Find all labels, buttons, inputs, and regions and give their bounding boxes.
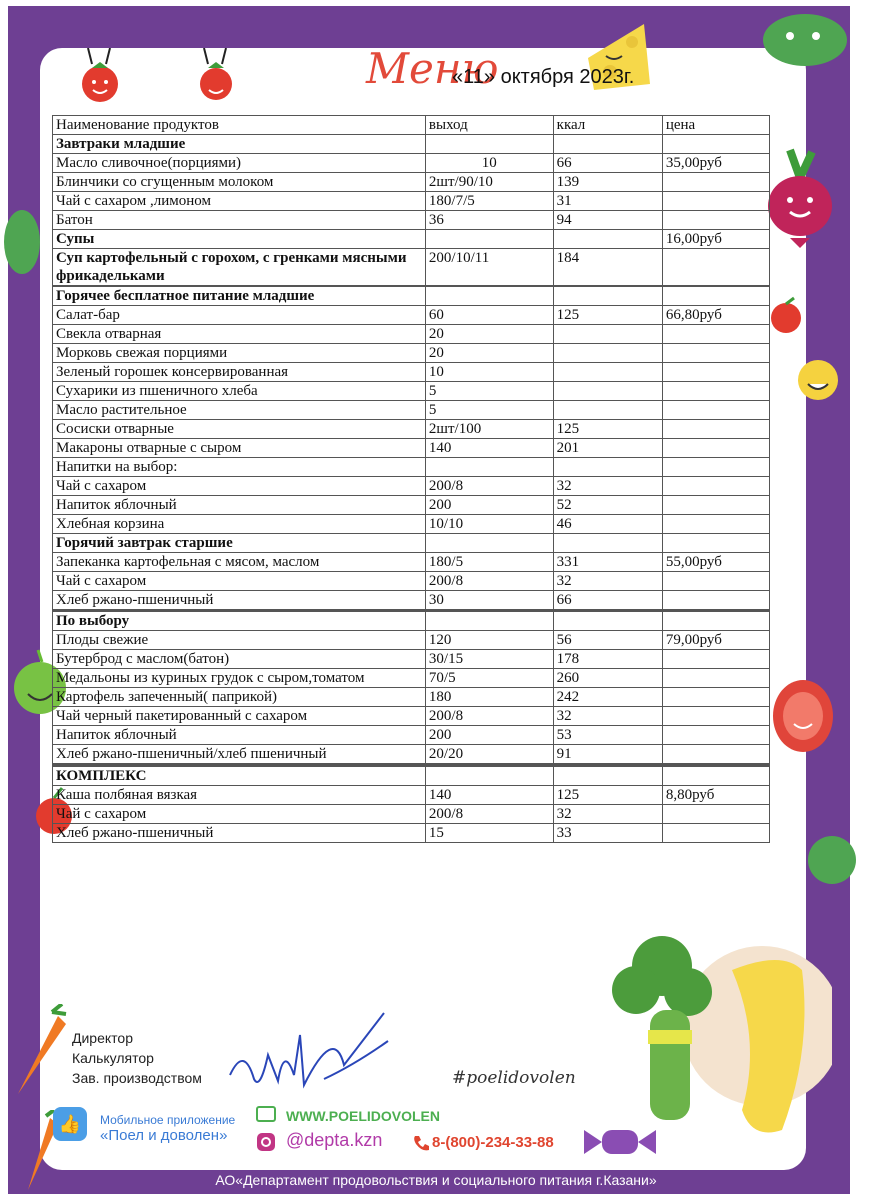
- item-kcal: 66: [553, 591, 662, 610]
- item-kcal: 184: [553, 249, 662, 286]
- signature-director: Директор: [72, 1030, 133, 1046]
- item-output: 180: [425, 688, 553, 707]
- item-name: Картофель запеченный( паприкой): [53, 688, 426, 707]
- item-price: [662, 211, 769, 230]
- item-kcal: 31: [553, 192, 662, 211]
- cherry-icon: [768, 296, 808, 336]
- signature-production: Зав. производством: [72, 1070, 202, 1086]
- item-price: [662, 458, 769, 477]
- item-output: 200/8: [425, 477, 553, 496]
- item-kcal: [553, 458, 662, 477]
- item-price: [662, 192, 769, 211]
- carrot-character-icon: [12, 1004, 70, 1096]
- item-name: Суп картофельный с горохом, с гренками мясными фрикадельками: [53, 249, 426, 286]
- item-kcal: 52: [553, 496, 662, 515]
- item-kcal: [553, 287, 662, 306]
- section-row: [53, 612, 770, 631]
- table-row: [53, 192, 770, 211]
- item-name: Горячий завтрак старшие: [53, 534, 426, 553]
- table-row: [53, 344, 770, 363]
- lettuce-icon: [4, 204, 44, 278]
- instagram-icon: [256, 1132, 276, 1152]
- app-name: «Поел и доволен»: [100, 1127, 228, 1144]
- item-name: Чай с сахаром: [53, 572, 426, 591]
- section-row: [53, 230, 770, 249]
- table-row: [53, 173, 770, 192]
- item-output: 200/8: [425, 572, 553, 591]
- item-price: [662, 726, 769, 745]
- item-price: [662, 650, 769, 669]
- item-price: [662, 669, 769, 688]
- meat-character-icon: [770, 676, 836, 756]
- signature-icon: [224, 1005, 394, 1101]
- tomato-character-icon: [196, 48, 236, 114]
- item-output: 200: [425, 726, 553, 745]
- table-row: [53, 496, 770, 515]
- item-price: [662, 173, 769, 192]
- item-output: [425, 767, 553, 786]
- item-name: Зеленый горошек консервированная: [53, 363, 426, 382]
- item-kcal: 125: [553, 306, 662, 325]
- item-name: Чай с сахаром ,лимоном: [53, 192, 426, 211]
- item-output: 5: [425, 382, 553, 401]
- table-row: [53, 631, 770, 650]
- item-output: 60: [425, 306, 553, 325]
- item-kcal: 201: [553, 439, 662, 458]
- item-output: 30: [425, 591, 553, 610]
- item-output: 10: [425, 154, 553, 173]
- item-name: Плоды свежие: [53, 631, 426, 650]
- candy-icon: [580, 1120, 660, 1164]
- item-name: Масло сливочное(порциями): [53, 154, 426, 173]
- item-name: Супы: [53, 230, 426, 249]
- item-name: Каша полбяная вязкая: [53, 786, 426, 805]
- item-price: [662, 572, 769, 591]
- item-price: [662, 745, 769, 764]
- item-output: 20: [425, 344, 553, 363]
- item-name: Хлеб ржано-пшеничный: [53, 824, 426, 843]
- item-price: [662, 420, 769, 439]
- item-output: 120: [425, 631, 553, 650]
- item-price: 55,00руб: [662, 553, 769, 572]
- item-output: 5: [425, 401, 553, 420]
- phone-icon: [412, 1134, 430, 1152]
- smiley-icon: [796, 358, 840, 402]
- item-name: Хлебная корзина: [53, 515, 426, 534]
- item-kcal: [553, 382, 662, 401]
- item-price: 35,00руб: [662, 154, 769, 173]
- item-output: 180/5: [425, 553, 553, 572]
- item-kcal: 178: [553, 650, 662, 669]
- page-title: Меню: [366, 44, 499, 93]
- item-name: КОМПЛЕКС: [53, 767, 426, 786]
- item-output: 15: [425, 824, 553, 843]
- item-price: [662, 515, 769, 534]
- item-kcal: 33: [553, 824, 662, 843]
- item-price: [662, 325, 769, 344]
- item-price: [662, 805, 769, 824]
- item-kcal: 32: [553, 477, 662, 496]
- item-kcal: [553, 344, 662, 363]
- item-name: Хлеб ржано-пшеничный/хлеб пшеничный: [53, 745, 426, 764]
- item-output: 200/8: [425, 707, 553, 726]
- item-output: [425, 135, 553, 154]
- table-row: [53, 458, 770, 477]
- item-output: 2шт/90/10: [425, 173, 553, 192]
- table-row: [53, 824, 770, 843]
- item-kcal: [553, 363, 662, 382]
- item-output: 180/7/5: [425, 192, 553, 211]
- item-kcal: 32: [553, 805, 662, 824]
- item-output: 30/15: [425, 650, 553, 669]
- table-row: [53, 669, 770, 688]
- item-output: 20/20: [425, 745, 553, 764]
- item-kcal: [553, 325, 662, 344]
- thumbs-up-icon: 👍: [53, 1107, 87, 1141]
- item-kcal: [553, 135, 662, 154]
- table-row: [53, 707, 770, 726]
- item-name: Напиток яблочный: [53, 726, 426, 745]
- item-name: Салат-бар: [53, 306, 426, 325]
- table-row: [53, 745, 770, 764]
- item-name: Свекла отварная: [53, 325, 426, 344]
- signature-calculator: Калькулятор: [72, 1050, 154, 1066]
- table-row: [53, 477, 770, 496]
- item-kcal: 53: [553, 726, 662, 745]
- table-row: [53, 211, 770, 230]
- item-output: [425, 230, 553, 249]
- item-kcal: 139: [553, 173, 662, 192]
- item-name: Морковь свежая порциями: [53, 344, 426, 363]
- item-name: Горячее бесплатное питание младшие: [53, 287, 426, 306]
- item-name: Запеканка картофельная с мясом, маслом: [53, 553, 426, 572]
- item-output: 10: [425, 363, 553, 382]
- item-output: 200/8: [425, 805, 553, 824]
- item-name: Хлеб ржано-пшеничный: [53, 591, 426, 610]
- item-output: 2шт/100: [425, 420, 553, 439]
- item-output: 140: [425, 786, 553, 805]
- table-row: [53, 553, 770, 572]
- item-kcal: [553, 230, 662, 249]
- item-output: 20: [425, 325, 553, 344]
- table-row: [53, 401, 770, 420]
- column-header-kcal: ккал: [553, 116, 662, 135]
- web-icon: [256, 1106, 276, 1122]
- section-row: [53, 135, 770, 154]
- item-price: [662, 401, 769, 420]
- item-name: Блинчики со сгущенным молоком: [53, 173, 426, 192]
- item-output: 70/5: [425, 669, 553, 688]
- item-price: [662, 344, 769, 363]
- item-kcal: 331: [553, 553, 662, 572]
- table-row: [53, 154, 770, 173]
- item-name: Чай черный пакетированный с сахаром: [53, 707, 426, 726]
- item-price: [662, 688, 769, 707]
- table-row: [53, 439, 770, 458]
- table-header-row: [53, 116, 770, 135]
- item-output: 200: [425, 496, 553, 515]
- item-price: [662, 534, 769, 553]
- item-output: 200/10/11: [425, 249, 553, 286]
- item-price: [662, 477, 769, 496]
- footer-company: АО«Департамент продовольствия и социального питания г.Казани»: [215, 1172, 657, 1188]
- item-kcal: [553, 401, 662, 420]
- table-row: [53, 306, 770, 325]
- beet-character-icon: [760, 148, 840, 248]
- table-row: [53, 515, 770, 534]
- item-kcal: 260: [553, 669, 662, 688]
- hashtag: #poelidovolen: [452, 1068, 576, 1088]
- table-row: [53, 420, 770, 439]
- item-price: [662, 249, 769, 286]
- item-price: 79,00руб: [662, 631, 769, 650]
- item-name: Батон: [53, 211, 426, 230]
- mobile-app-block: [100, 1112, 235, 1144]
- item-name: Сосиски отварные: [53, 420, 426, 439]
- item-kcal: [553, 534, 662, 553]
- item-price: 8,80руб: [662, 786, 769, 805]
- item-name: Макароны отварные с сыром: [53, 439, 426, 458]
- section-row: [53, 534, 770, 553]
- item-name: Сухарики из пшеничного хлеба: [53, 382, 426, 401]
- item-price: [662, 287, 769, 306]
- column-header-name: Наименование продуктов: [53, 116, 426, 135]
- table-row: [53, 726, 770, 745]
- item-kcal: 125: [553, 786, 662, 805]
- item-output: [425, 534, 553, 553]
- item-name: По выбору: [53, 612, 426, 631]
- item-price: [662, 439, 769, 458]
- item-name: Масло растительное: [53, 401, 426, 420]
- item-price: [662, 135, 769, 154]
- table-row: [53, 572, 770, 591]
- table-row: [53, 591, 770, 610]
- item-output: [425, 612, 553, 631]
- item-name: Напиток яблочный: [53, 496, 426, 515]
- item-kcal: 32: [553, 707, 662, 726]
- item-kcal: 242: [553, 688, 662, 707]
- item-price: [662, 824, 769, 843]
- menu-table: [52, 115, 770, 843]
- item-price: [662, 363, 769, 382]
- item-name: Чай с сахаром: [53, 805, 426, 824]
- item-kcal: 66: [553, 154, 662, 173]
- item-kcal: 32: [553, 572, 662, 591]
- item-kcal: 91: [553, 745, 662, 764]
- item-kcal: 46: [553, 515, 662, 534]
- table-row: [53, 805, 770, 824]
- menu-date: «11» октября 2023г.: [452, 66, 635, 88]
- item-price: [662, 612, 769, 631]
- item-kcal: [553, 767, 662, 786]
- item-output: 140: [425, 439, 553, 458]
- table-row: [53, 363, 770, 382]
- table-row: [53, 382, 770, 401]
- column-header-price: цена: [662, 116, 769, 135]
- item-price: [662, 382, 769, 401]
- table-row: [53, 688, 770, 707]
- item-output: 36: [425, 211, 553, 230]
- tomato-character-icon: [78, 48, 122, 114]
- item-kcal: [553, 612, 662, 631]
- item-output: [425, 458, 553, 477]
- section-row: [53, 249, 770, 286]
- website-link[interactable]: WWW.POELIDOVOLEN: [286, 1108, 440, 1124]
- item-name: Чай с сахаром: [53, 477, 426, 496]
- table-row: [53, 650, 770, 669]
- item-output: 10/10: [425, 515, 553, 534]
- item-price: [662, 767, 769, 786]
- item-name: Бутерброд с маслом(батон): [53, 650, 426, 669]
- item-price: [662, 496, 769, 515]
- item-price: 16,00руб: [662, 230, 769, 249]
- section-row: [53, 767, 770, 786]
- table-row: [53, 325, 770, 344]
- item-price: [662, 591, 769, 610]
- item-name: Напитки на выбор:: [53, 458, 426, 477]
- item-kcal: 94: [553, 211, 662, 230]
- item-price: [662, 707, 769, 726]
- lettuce-icon: [806, 832, 856, 888]
- table-row: [53, 786, 770, 805]
- item-kcal: 56: [553, 631, 662, 650]
- phone-number[interactable]: 8-(800)-234-33-88: [432, 1134, 554, 1151]
- item-price: 66,80руб: [662, 306, 769, 325]
- instagram-link[interactable]: @depta.kzn: [286, 1130, 383, 1150]
- item-output: [425, 287, 553, 306]
- item-name: Медальоны из куриных грудок с сыром,томатом: [53, 669, 426, 688]
- item-name: Завтраки младшие: [53, 135, 426, 154]
- item-kcal: 125: [553, 420, 662, 439]
- column-header-output: выход: [425, 116, 553, 135]
- app-caption: Мобильное приложение: [100, 1113, 236, 1127]
- lettuce-icon: [760, 8, 850, 72]
- section-row: [53, 287, 770, 306]
